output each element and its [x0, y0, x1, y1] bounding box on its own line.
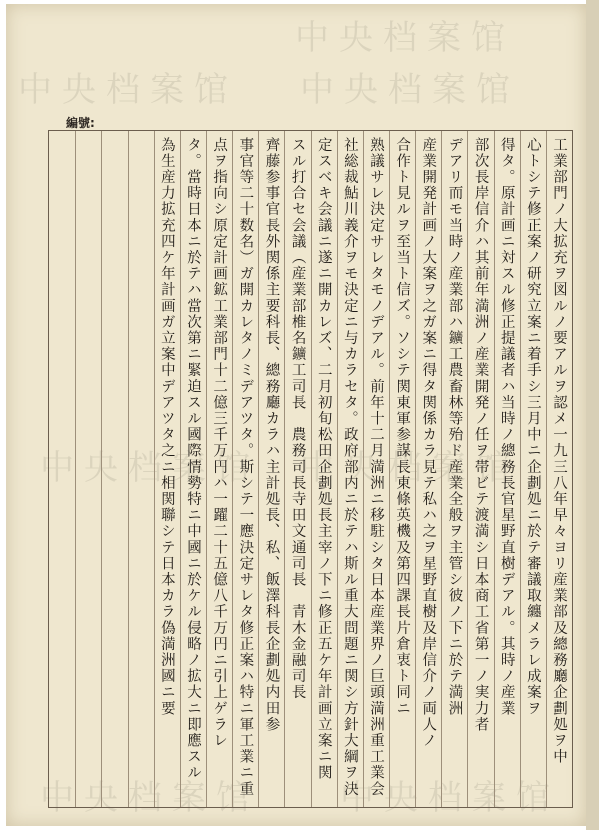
text-column-4: 部次長岸信介ハ其前年満洲ノ産業開発ノ任ヲ帯ビテ渡満シ日本商工省第一ノ実力者 [467, 131, 493, 807]
archive-watermark: 中央档案馆 [18, 70, 238, 110]
text-column-19 [75, 131, 101, 807]
text-columns [49, 131, 572, 807]
serial-number-label: 編號: [66, 116, 95, 130]
page-edge-strip [586, 0, 599, 830]
text-column-12: 齊藤参事官長外関係主要科長、總務廳カラハ主計処長、私、飯澤科長企劃処内田参 [258, 131, 284, 807]
text-column-1: 工業部門ノ大拡充ヲ図ルノ要アルヲ認メ一九三八年早々ヨリ産業部及總務廳企劃処ヲ中 [546, 131, 572, 807]
text-column-10: 定スベキ会議ニ遂ニ開カレズ、二月初旬松田企劃処長主宰ノ下ニ修正五ケ年計画立案ニ関 [311, 131, 337, 807]
text-column-17 [128, 131, 154, 807]
manuscript-grid [48, 130, 573, 808]
text-column-8: 熟議サレ決定サレタモノデアル。前年十二月満洲ニ移駐シタ日本産業界ノ巨頭満洲重工業会 [363, 131, 389, 807]
text-column-3: 得タ。原計画ニ対スル修正提議者ハ当時ノ總務長官星野直樹デアル。其時ノ産業 [494, 131, 520, 807]
archive-watermark: 中央档案馆 [295, 18, 515, 58]
text-column-7: 合作ト見ルヲ至当ト信ズ。ソシテ関東軍参謀長東條英機及第四課長片倉衷ト同ニ [389, 131, 415, 807]
text-column-13: 事官等二十数名）ガ開カレタノミデアツタ。斯シテ一應決定サレタ修正案ハ特ニ軍工業ニ重 [232, 131, 258, 807]
text-column-9: 社総裁鮎川義介ヲモ決定ニ与カラセタ。政府部内ニ於テハ斯ル重大問題ニ関シ方針大綱ヲ決 [337, 131, 363, 807]
archive-watermark: 中央档案馆 [40, 778, 260, 818]
text-column-16: 為生産力拡充四ケ年計画ガ立案中デアツタ之ニ相関聯シテ日本カラ偽満洲國ニ要 [154, 131, 180, 807]
text-column-5: デアリ而モ当時ノ産業部ハ鑛工農畜林等殆ド産業全般ヲ主管シ彼ノ下ニ於テ満洲 [441, 131, 467, 807]
text-column-15: タ。當時日本ニ於テハ當次第ニ緊迫スル國際情勢特ニ中國ニ於ケル侵略ノ拡大ニ即應スル [180, 131, 206, 807]
text-column-18 [101, 131, 127, 807]
archive-watermark: 中央档案馆 [300, 448, 520, 488]
text-column-11: スル打合セ会議（産業部椎名鑛工司長 農務司長寺田文通司長 青木金融司長 [284, 131, 310, 807]
archive-watermark: 中央档案馆 [300, 70, 520, 110]
archive-watermark: 中央档案馆 [340, 778, 560, 818]
text-column-6: 産業開発計画ノ大案ヲ之ガ案ニ得タ関係カラ見テ私ハ之ヲ星野直樹及岸信介ノ両人ノ [415, 131, 441, 807]
text-column-20 [49, 131, 75, 807]
text-column-2: 心トシテ修正案ノ研究立案ニ着手シ三月中ニ企劃処ニ於テ審議取纏メラレ成案ヲ [520, 131, 546, 807]
text-column-14: 点ヲ指向シ原定計画鉱工業部門十二億三千万円ハ一躍二十五億八千万円ニ引上ゲラレ [206, 131, 232, 807]
archive-watermark: 中央档案馆 [40, 448, 260, 488]
